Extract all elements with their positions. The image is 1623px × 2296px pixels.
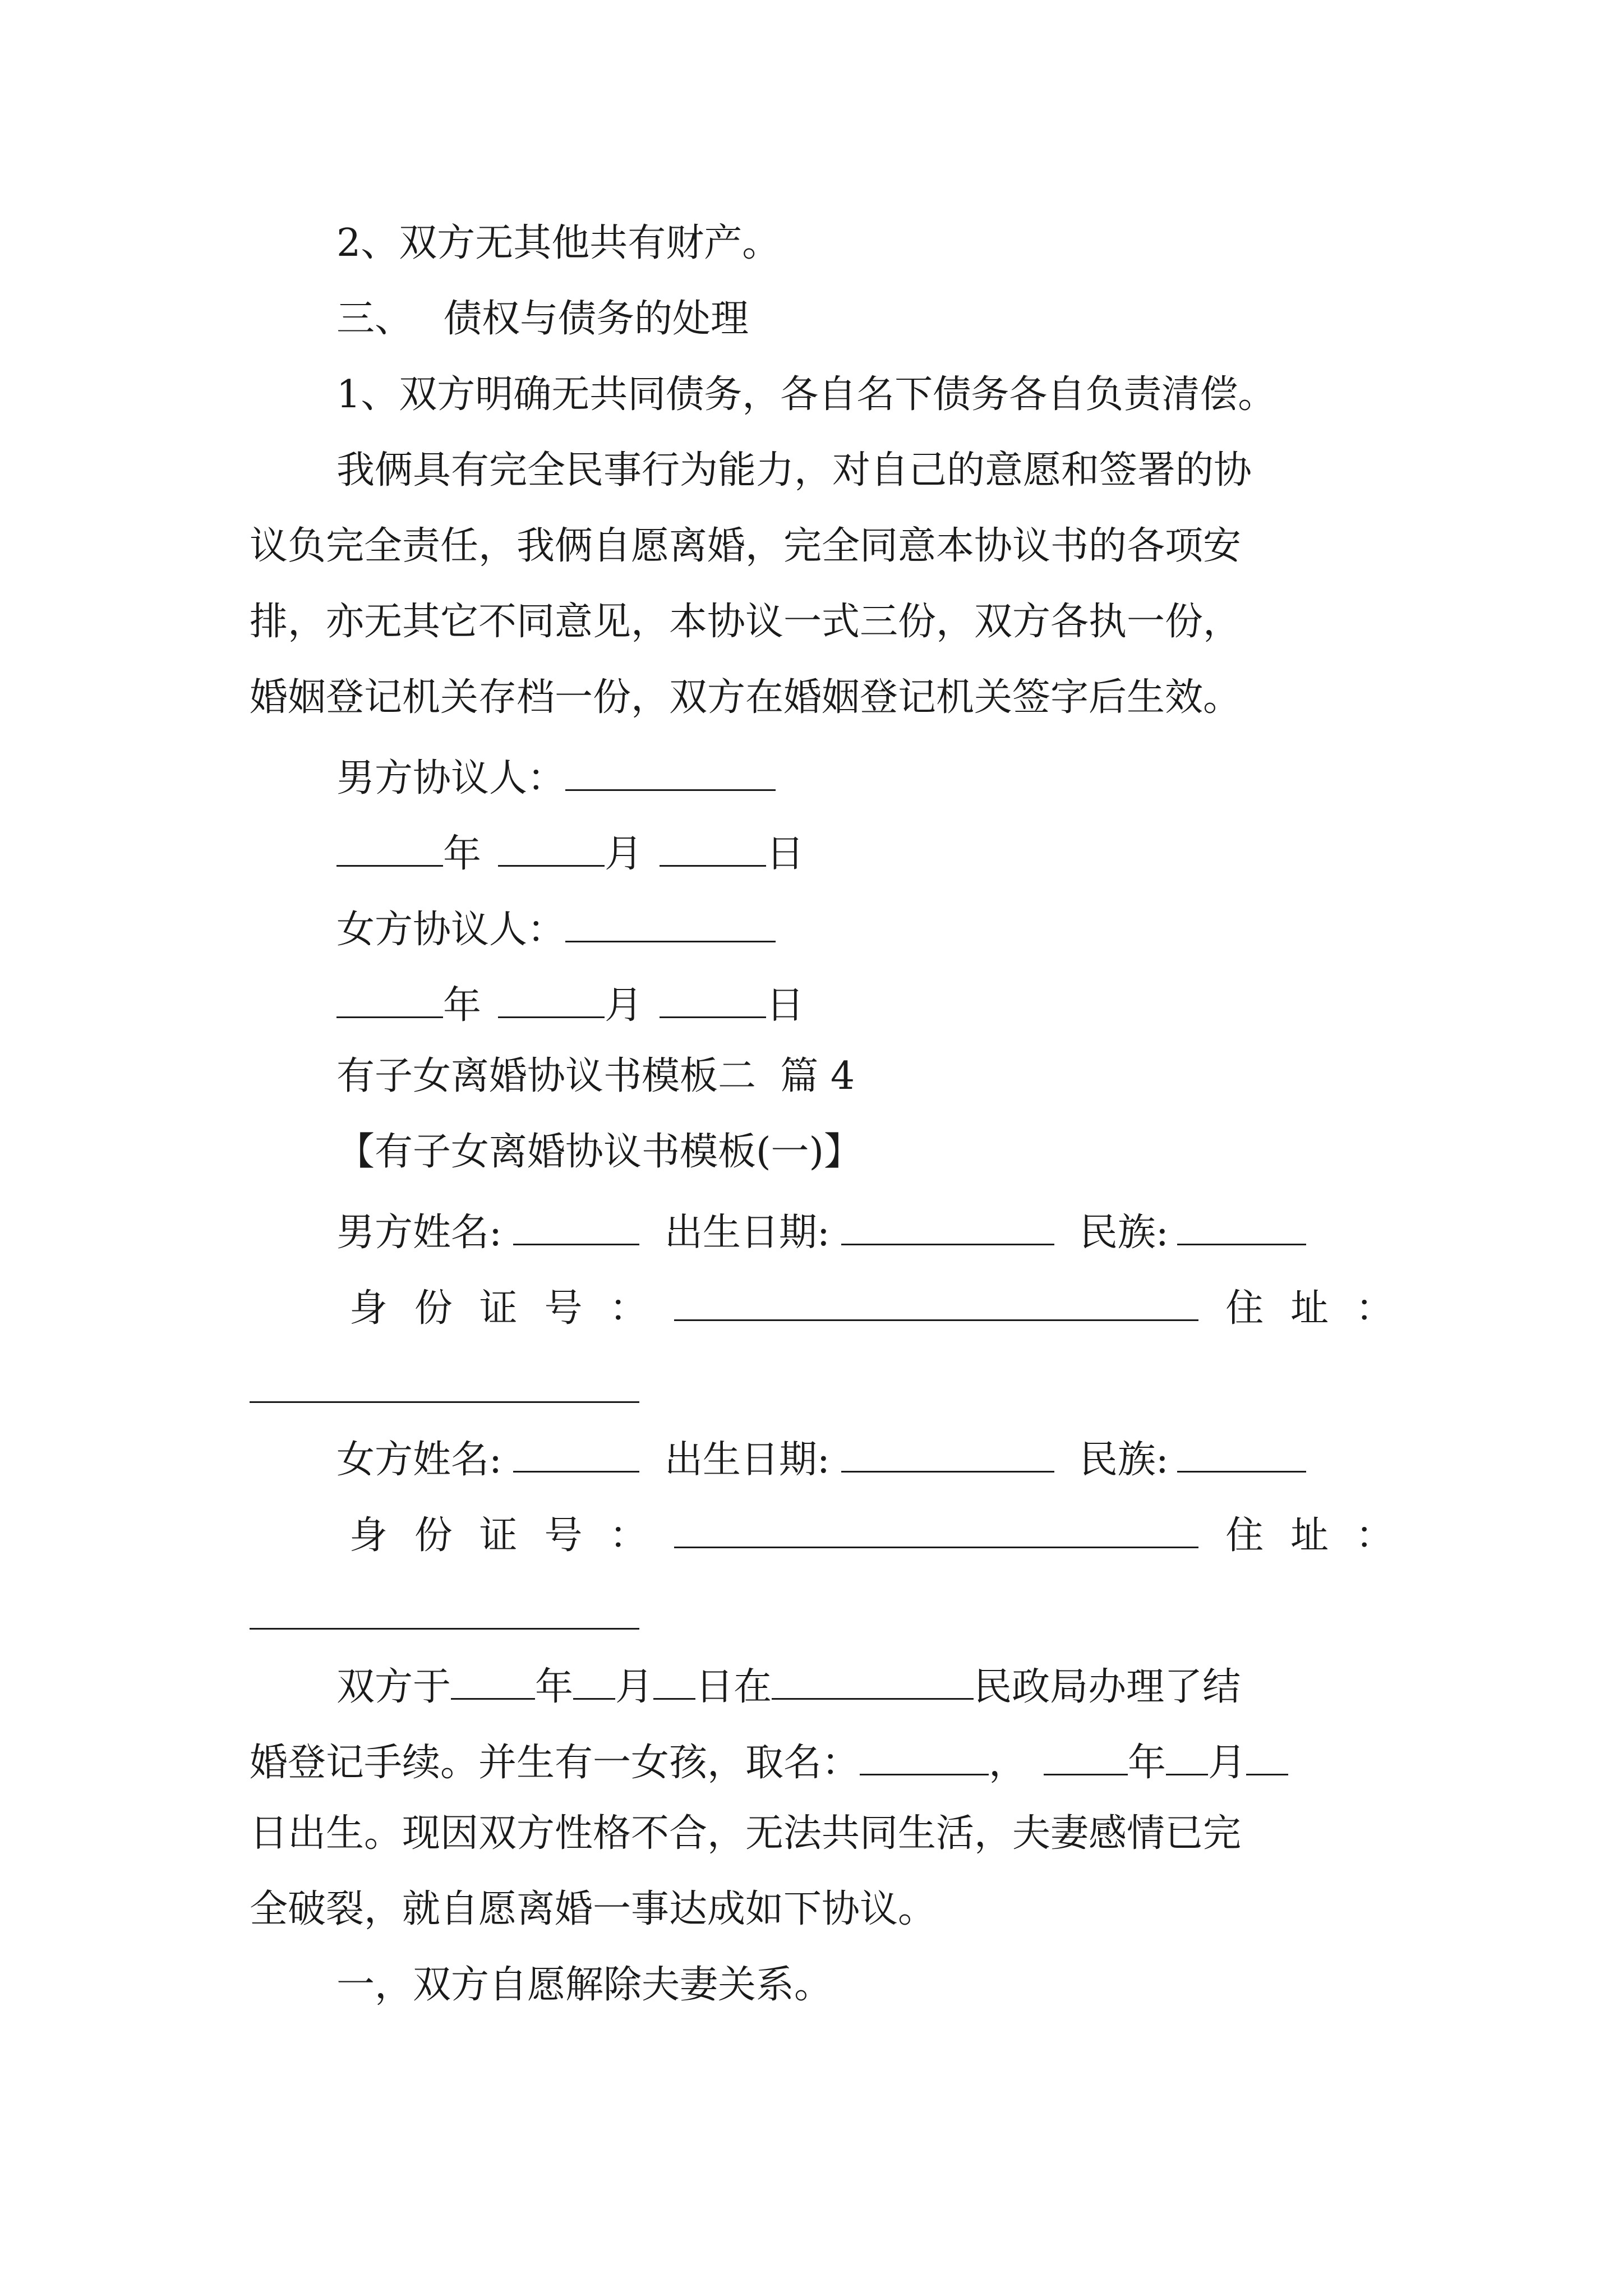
child-name-blank[interactable] — [860, 1739, 989, 1775]
female-date-line — [0, 982, 1623, 1028]
id-char: 号 — [544, 1286, 583, 1331]
marriage-line3: 日出生。现因双方性格不合，无法共同生活，夫妻感情已完 — [250, 1811, 1242, 1856]
day-blank[interactable] — [660, 830, 766, 867]
civil-affairs-bureau-blank[interactable] — [772, 1663, 974, 1700]
female-signatory-label: 女方协议人： — [336, 908, 566, 952]
year-blank[interactable] — [336, 830, 443, 867]
day-label: 日 — [766, 832, 805, 876]
addr-char: ： — [1355, 1286, 1394, 1331]
birth-date-blank[interactable] — [841, 1209, 1054, 1245]
section-title: 有子女离婚协议书模板二 篇 4 — [336, 1054, 855, 1098]
id-char: 号 — [544, 1513, 583, 1558]
female-name-blank[interactable] — [513, 1436, 639, 1473]
heading-number: 三、 — [336, 297, 413, 341]
addr-char: ： — [1355, 1513, 1394, 1558]
month-label: 月 — [605, 832, 643, 876]
addr-char: 址 — [1290, 1286, 1329, 1331]
year-label: 年 — [443, 832, 482, 876]
year-label: 年 — [535, 1665, 574, 1709]
text: 双方于 — [336, 1665, 451, 1709]
child-birth-day-blank[interactable] — [1246, 1739, 1288, 1775]
heading-text: 债权与债务的处理 — [444, 297, 749, 341]
month-label: 月 — [615, 1665, 654, 1709]
male-signature-blank[interactable] — [565, 754, 776, 791]
marriage-line1 — [0, 1663, 1623, 1709]
month-blank[interactable] — [498, 830, 605, 867]
marriage-month-blank[interactable] — [573, 1663, 615, 1700]
male-signatory-label: 男方协议人： — [336, 756, 566, 800]
heading-debt-handling — [0, 297, 1623, 341]
female-id-number-blank[interactable] — [674, 1512, 1198, 1548]
male-name-label: 男方姓名: — [336, 1211, 502, 1255]
male-info-line — [0, 1209, 1623, 1255]
birth-date-blank[interactable] — [841, 1436, 1054, 1473]
day-label: 日 — [766, 983, 805, 1028]
paragraph-capacity-line4: 婚姻登记机关存档一份，双方在婚姻登记机关签字后生效。 — [250, 675, 1242, 720]
ethnic-label: 民族: — [1079, 1211, 1169, 1255]
female-id-address-line — [250, 1512, 1394, 1558]
marriage-line4: 全破裂，就自愿离婚一事达成如下协议。 — [250, 1887, 937, 1931]
year-label: 年 — [443, 983, 482, 1028]
male-signature-line — [0, 754, 1623, 798]
ethnic-blank[interactable] — [1177, 1436, 1306, 1473]
addr-char: 住 — [1225, 1286, 1264, 1331]
paragraph-capacity-line3: 排，亦无其它不同意见，本协议一式三份，双方各执一份， — [250, 600, 1242, 644]
paragraph-capacity-line1: 我俩具有完全民事行为能力，对自己的意愿和签署的协 — [336, 448, 1252, 493]
addr-char: 址 — [1290, 1513, 1329, 1558]
paragraph-no-other-property: 2、双方无其他共有财产。 — [336, 221, 781, 265]
marriage-line2 — [0, 1739, 1623, 1785]
birth-date-label: 出生日期: — [664, 1211, 830, 1255]
id-char: 份 — [414, 1513, 453, 1558]
child-birth-month-blank[interactable] — [1166, 1739, 1208, 1775]
marriage-day-blank[interactable] — [653, 1663, 695, 1700]
paragraph-capacity-line2: 议负完全责任，我俩自愿离婚，完全同意本协议书的各项安 — [250, 524, 1242, 568]
ethnic-blank[interactable] — [1177, 1209, 1306, 1245]
female-info-line — [0, 1436, 1623, 1482]
id-char: ： — [609, 1286, 648, 1331]
paragraph-no-joint-debt: 1、双方明确无共同债务，各自名下债务各自负责清偿。 — [336, 372, 1276, 417]
dissolution-clause: 一，双方自愿解除夫妻关系。 — [336, 1963, 833, 2007]
female-address-blank[interactable] — [250, 1628, 639, 1630]
month-label: 月 — [1208, 1741, 1247, 1785]
male-id-address-line — [250, 1285, 1394, 1331]
id-char: 证 — [479, 1286, 518, 1331]
ethnic-label: 民族: — [1079, 1438, 1169, 1482]
marriage-year-blank[interactable] — [451, 1663, 535, 1700]
female-signature-line — [0, 906, 1623, 952]
id-char: 证 — [479, 1513, 518, 1558]
year-blank[interactable] — [336, 982, 443, 1018]
male-id-number-blank[interactable] — [674, 1285, 1198, 1321]
id-char: ： — [609, 1513, 648, 1558]
male-name-blank[interactable] — [513, 1209, 639, 1245]
day-blank[interactable] — [660, 982, 766, 1018]
year-label: 年 — [1128, 1741, 1166, 1785]
addr-char: 住 — [1225, 1513, 1264, 1558]
month-blank[interactable] — [498, 982, 605, 1018]
male-address-blank[interactable] — [250, 1401, 639, 1403]
id-char: 身 — [349, 1286, 388, 1331]
text: ， — [989, 1741, 1027, 1785]
child-birth-year-blank[interactable] — [1044, 1739, 1128, 1775]
text: 民政局办理了结 — [974, 1665, 1241, 1709]
male-date-line — [0, 830, 1623, 876]
section-subtitle: 【有子女离婚协议书模板(一)】 — [336, 1130, 863, 1174]
month-label: 月 — [605, 983, 643, 1028]
text: 婚登记手续。并生有一女孩，取名： — [250, 1741, 860, 1785]
id-char: 身 — [349, 1513, 388, 1558]
birth-date-label: 出生日期: — [664, 1438, 830, 1482]
id-char: 份 — [414, 1286, 453, 1331]
day-label: 日在 — [695, 1665, 772, 1709]
female-name-label: 女方姓名: — [336, 1438, 502, 1482]
female-signature-blank[interactable] — [565, 906, 776, 942]
